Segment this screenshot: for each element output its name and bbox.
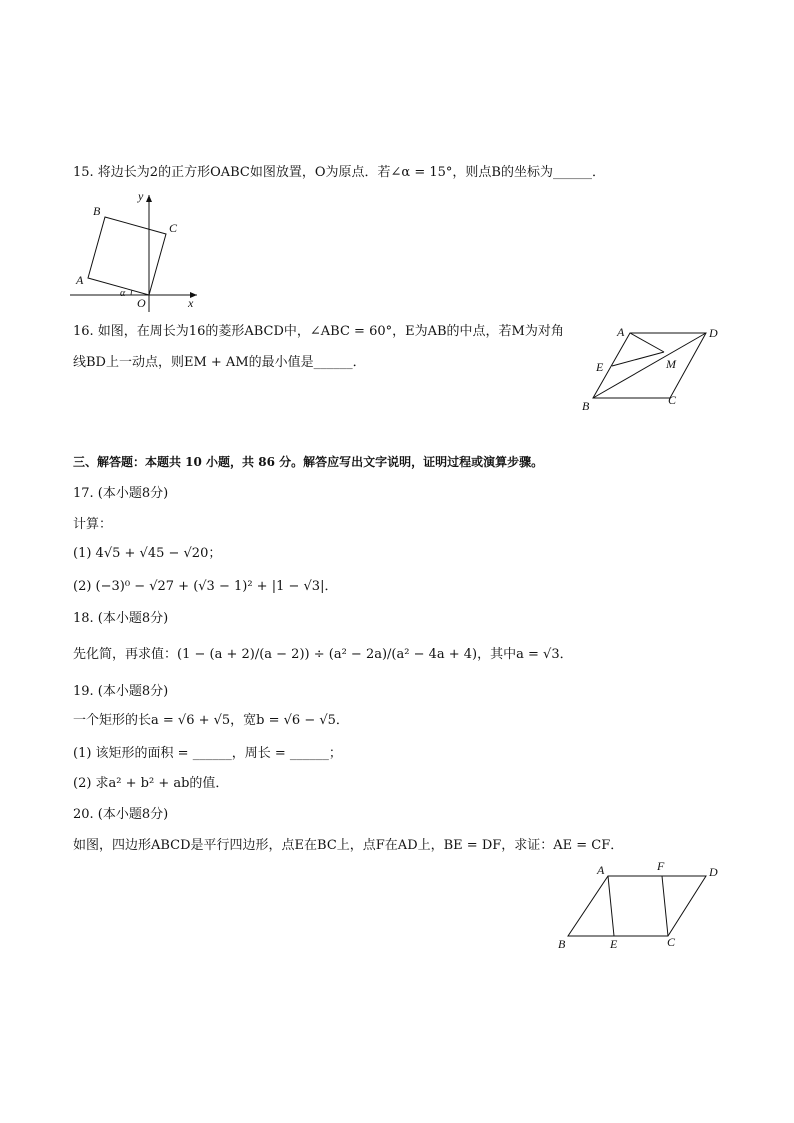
label-o: O — [137, 296, 146, 310]
label-a: A — [76, 273, 84, 287]
segment-am — [630, 333, 664, 352]
segment-ae — [608, 876, 614, 936]
label-b: B — [582, 399, 590, 413]
label-e: E — [610, 937, 618, 951]
q16-line1: 16. 如图，在周长为16的菱形ABCD中，∠ABC = 60°，E为AB的中点，若M为对角 — [73, 324, 564, 339]
q19-part1: (1) 该矩形的面积 = ______，周长 = ______； — [73, 746, 342, 761]
label-f: F — [657, 859, 665, 873]
q17-part2: (2) (−3)⁰ − √27 + (√3 − 1)² + |1 − √3|． — [73, 579, 338, 594]
q15-figure — [68, 186, 208, 314]
q18-header: 18. (本小题8分) — [73, 611, 169, 626]
diagonal-bd — [593, 333, 706, 398]
label-c: C — [668, 393, 677, 407]
q16-line2: 线BD上一动点，则EM + AM的最小值是______． — [73, 355, 366, 370]
section-heading: 三、解答题：本题共 10 小题，共 86 分。解答应写出文字说明，证明过程或演算步骤。 — [73, 455, 544, 469]
label-alpha: α — [120, 288, 126, 299]
q20-header: 20. (本小题8分) — [73, 807, 169, 822]
label-c: C — [667, 935, 676, 949]
alpha-arc — [131, 290, 132, 295]
label-a: A — [597, 863, 605, 877]
q17-part1: (1) 4√5 + √45 − √20； — [73, 546, 222, 561]
label-e: E — [596, 360, 604, 374]
label-c: C — [169, 221, 178, 235]
parallelogram-abcd — [568, 876, 706, 936]
square-oabc — [88, 217, 166, 295]
label-y: y — [138, 189, 144, 203]
q20-figure — [552, 858, 727, 950]
q19-header: 19. (本小题8分) — [73, 684, 169, 699]
label-m: M — [666, 357, 676, 371]
label-b: B — [93, 204, 101, 218]
q19-part2: (2) 求a² + b² + ab的值． — [73, 776, 229, 791]
label-d: D — [709, 865, 718, 879]
label-x: x — [188, 296, 194, 310]
q15-text: 15. 将边长为2的正方形OABC如图放置，O为原点．若∠α = 15°，则点B的坐标为______． — [73, 165, 605, 180]
label-a: A — [617, 325, 625, 339]
label-d: D — [709, 326, 718, 340]
segment-em — [612, 352, 664, 366]
y-axis-arrow — [146, 195, 152, 202]
q20-text: 如图，四边形ABCD是平行四边形，点E在BC上，点F在AD上，BE = DF，求证：AE = CF． — [73, 838, 624, 853]
q17-header: 17. (本小题8分) — [73, 486, 169, 501]
q19-text: 一个矩形的长a = √6 + √5，宽b = √6 − √5． — [73, 713, 349, 728]
q16-figure — [578, 320, 728, 415]
q17-prompt: 计算： — [73, 517, 113, 532]
label-b: B — [558, 937, 566, 951]
q18-text: 先化简，再求值：(1 − (a + 2)/(a − 2)) ÷ (a² − 2a)/(a² − 4a + 4)，其中a = √3． — [73, 647, 573, 662]
segment-cf — [662, 876, 668, 936]
